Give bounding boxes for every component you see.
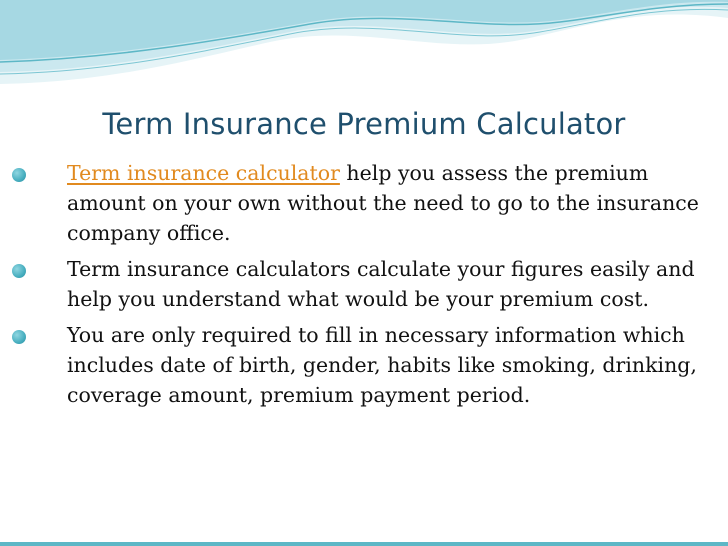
bullet-item-3 [12, 320, 702, 410]
bullet-text-3: You are only required to fill in necessary information which includes date of birth, gender, habits like smoking, drinking, coverage amount, premium payment period. [67, 323, 697, 407]
bullet-icon [12, 330, 26, 344]
bullet-icon [12, 168, 26, 182]
term-insurance-calculator-link[interactable]: Term insurance calculator [67, 161, 340, 185]
bullet-text-2: Term insurance calculators calculate your figures easily and help you understand what would be your premium cost. [67, 257, 695, 311]
bullet-item-2 [12, 254, 702, 314]
slide-title: Term Insurance Premium Calculator [102, 107, 626, 141]
bullet-item-1 [12, 158, 702, 248]
bullet-text-1: help you assess the premium amount on your own without the need to go to the insurance company office. [67, 161, 699, 245]
header-wave-decoration [0, 0, 728, 100]
bullet-icon [12, 264, 26, 278]
bullet-list [12, 158, 702, 416]
footer-line [0, 542, 728, 546]
